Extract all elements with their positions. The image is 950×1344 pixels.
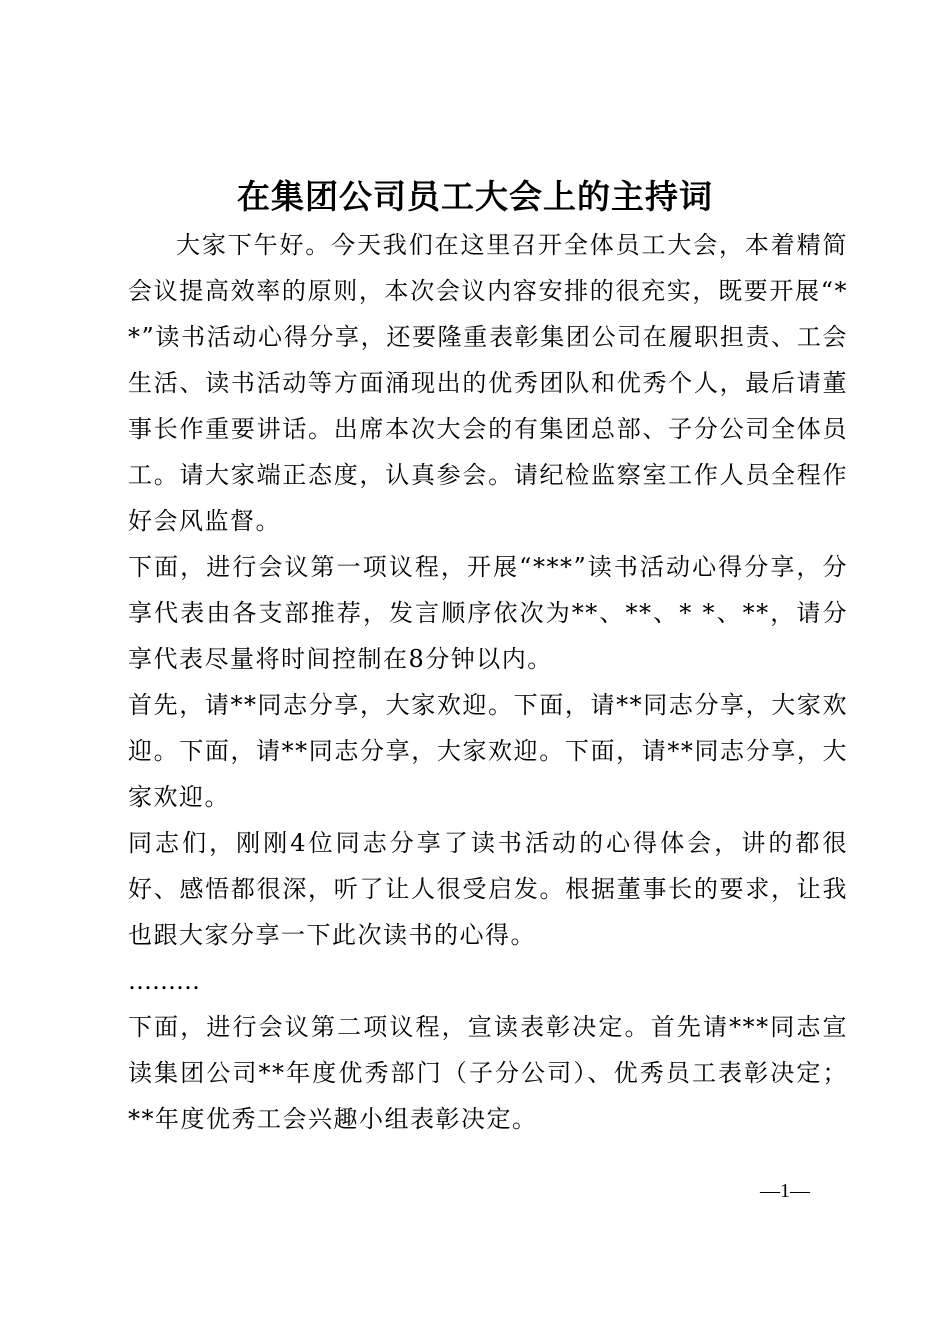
ellipsis-line: ……… (128, 967, 200, 995)
document-body (128, 222, 848, 1142)
paragraph-speakers: 首先，请**同志分享，大家欢迎。下面，请**同志分享，大家欢迎。下面，请**同志分享，大家欢迎。下面，请**同志分享，大家欢迎。 (128, 691, 848, 811)
page-number: —1— (760, 1180, 810, 1202)
paragraph-summary: 同志们，刚刚4位同志分享了读书活动的心得体会，讲的都很好、感悟都很深，听了让人很受启发。根据董事长的要求，让我也跟大家分享一下此次读书的心得。 (128, 829, 848, 949)
document-title: 在集团公司员工大会上的主持词 (237, 177, 713, 216)
paragraph-agenda-one: 下面，进行会议第一项议程，开展“***”读书活动心得分享，分享代表由各支部推荐，发言顺序依次为**、**、* *、**，请分享代表尽量将时间控制在8分钟以内。 (128, 553, 848, 673)
paragraph-agenda-two: 下面，进行会议第二项议程，宣读表彰决定。首先请***同志宣读集团公司**年度优秀部门（子分公司）、优秀员工表彰决定； **年度优秀工会兴趣小组表彰决定。 (128, 1013, 848, 1133)
paragraph-opening: 大家下午好。今天我们在这里召开全体员工大会，本着精简会议提高效率的原则，本次会议内容安排的很充实，既要开展“**”读书活动心得分享，还要隆重表彰集团公司在履职担责、工会生活、读书活动等方面涌现出的优秀团队和优秀个人，最后请董事长作重要讲话。出席本次大会的有集团总部、子分公司全体员工。请大家端正态度，认真参会。请纪检监察室工作人员全程作好会风监督。 (128, 231, 848, 535)
